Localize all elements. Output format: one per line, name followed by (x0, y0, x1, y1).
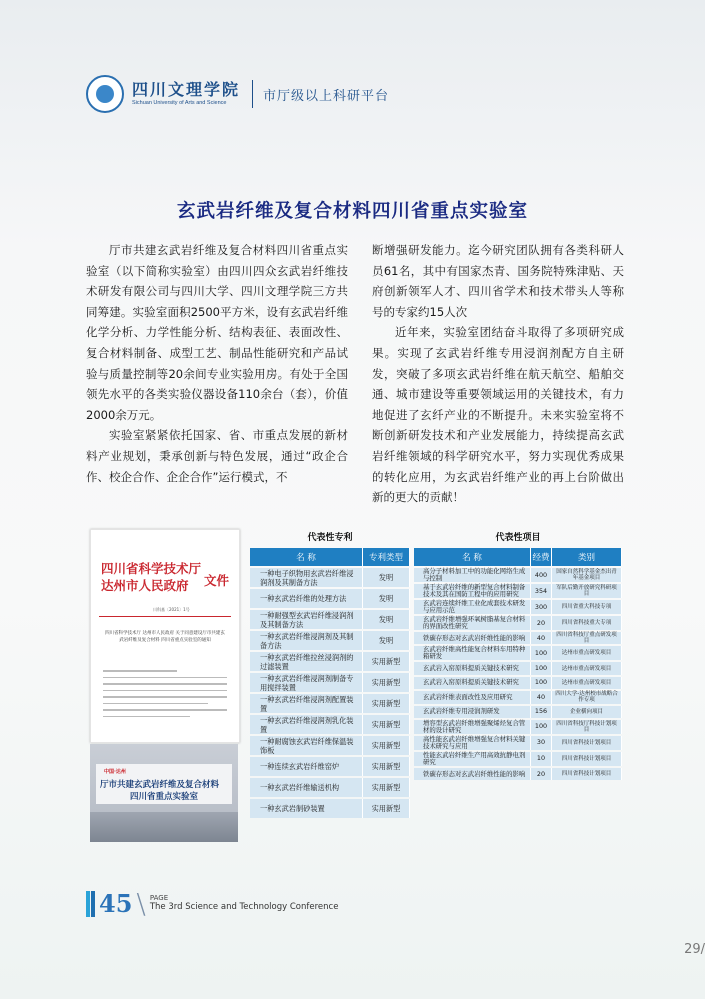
projects-col-fund: 经费 (531, 548, 552, 566)
project-funding: 40 (531, 691, 552, 703)
document-number: 川科基〔2021〕1号 (153, 607, 190, 612)
patent-type: 发明 (363, 568, 410, 587)
projects-table (414, 546, 622, 782)
project-category: 四川省科技计划项目 (552, 768, 622, 780)
project-funding: 10 (531, 752, 552, 766)
project-category: 达州市重点研发项目 (552, 677, 622, 689)
patent-name: 一种玄武岩纤维拉丝浸润剂的过滤装置 (250, 652, 363, 671)
university-emblem-icon (86, 75, 124, 113)
project-funding: 100 (531, 677, 552, 689)
table-row (414, 584, 622, 598)
projects-col-category: 类别 (552, 548, 622, 566)
project-category: 国家自然科学基金杰出青年基金项目 (552, 568, 622, 582)
paragraph: 实验室紧紧依托国家、省、市重点发展的新材料产业规划，秉承创新与特色发展，通过“政企合作、校企合作、企企合作”运行模式，不 (86, 428, 348, 484)
patent-type: 实用新型 (363, 778, 410, 797)
patents-table (250, 546, 410, 820)
project-name: 铁碳存形态对玄武岩纤维性能的影响 (414, 632, 531, 644)
patent-type: 发明 (363, 610, 410, 629)
table-row (414, 752, 622, 766)
table-row (414, 646, 622, 660)
page-title: 玄武岩纤维及复合材料四川省重点实验室 (176, 201, 528, 222)
section-title: 市厅级以上科研平台 (263, 88, 390, 104)
patent-type: 实用新型 (363, 799, 410, 818)
sign-line-2: 四川省重点实验室 (130, 792, 199, 802)
project-name: 玄武岩入窑原料提质关键技术研究 (414, 662, 531, 674)
patent-type: 实用新型 (363, 736, 410, 755)
table-row (414, 568, 622, 582)
patent-name: 一种玄武岩纤维浸润剂配置装置 (250, 694, 363, 713)
patent-type: 实用新型 (363, 757, 410, 776)
patent-name: 一种耐强型玄武岩纤维浸润剂及其制备方法 (250, 610, 363, 629)
slash-divider: \ (136, 887, 146, 920)
table-row (250, 568, 410, 587)
patent-name: 一种电子织物用玄武岩纤维浸润剂及其制备方法 (250, 568, 363, 587)
patents-caption: 代表性专利 (307, 533, 353, 543)
university-name-cn: 四川文理学院 (132, 79, 241, 99)
body-column-right (372, 240, 624, 508)
page-footer (86, 887, 338, 920)
table-row (250, 610, 410, 629)
conference-name: The 3rd Science and Technology Conference (149, 901, 339, 912)
patent-type: 实用新型 (363, 652, 410, 671)
header-divider (252, 80, 253, 108)
table-row (250, 589, 410, 608)
project-name: 高分子材料加工中的功能化网络生成与控制 (414, 568, 531, 582)
project-funding: 354 (531, 584, 552, 598)
table-row (250, 736, 410, 755)
project-name: 高性能玄武岩纤维增强复合材料关键技术研究与应用 (414, 736, 531, 750)
project-category: 达州市重点研发项目 (552, 646, 622, 660)
patent-type: 实用新型 (363, 694, 410, 713)
project-funding: 20 (531, 768, 552, 780)
table-row (250, 652, 410, 671)
patent-name: 一种玄武岩纤维浸润剂及其制备方法 (250, 631, 363, 650)
table-row (414, 616, 622, 630)
document-body-lines (103, 670, 227, 722)
patent-type: 发明 (363, 589, 410, 608)
project-funding: 400 (531, 568, 552, 582)
document-rule (99, 616, 231, 617)
project-name: 玄武岩纤维增强环氧树脂基复合材料的界面改性研究 (414, 616, 531, 630)
project-name: 玄武岩纤维表面改性及应用研究 (414, 691, 531, 703)
project-category: 四川省科技厅重点研发项目 (552, 632, 622, 644)
project-funding: 40 (531, 632, 552, 644)
lab-sign-photo (90, 744, 238, 842)
patent-name: 一种玄武岩纤维的处理方法 (250, 589, 363, 608)
table-row (250, 694, 410, 713)
page-label: PAGE (149, 893, 169, 902)
project-category: 四川省科技重大专项 (552, 616, 622, 630)
project-name: 玄武岩入窑原料提质关键技术研究 (414, 677, 531, 689)
page-number: 45 (99, 889, 133, 918)
table-row (250, 757, 410, 776)
project-category: 达州市重点研发项目 (552, 662, 622, 674)
table-row (414, 600, 622, 614)
patent-name: 一种玄武岩纤维浸润剂乳化装置 (250, 715, 363, 734)
table-row (414, 632, 622, 644)
table-row (250, 673, 410, 692)
project-category: 四川大学-达州校市战略合作专项 (552, 691, 622, 703)
project-funding: 300 (531, 600, 552, 614)
university-name-en: Sichuan University of Arts and Science (132, 99, 227, 106)
sign-line-1: 厅市共建玄武岩纤维及复合材料 (100, 780, 220, 790)
project-funding: 30 (531, 736, 552, 750)
patent-type: 发明 (363, 631, 410, 650)
projects-col-name: 名 称 (414, 548, 531, 566)
document-suffix: 文件 (204, 573, 230, 588)
patents-col-name: 名 称 (250, 548, 363, 566)
table-row (250, 799, 410, 818)
university-logo (132, 79, 241, 107)
body-column-left (86, 240, 348, 487)
table-row (414, 768, 622, 780)
table-row (414, 691, 622, 703)
table-row (414, 677, 622, 689)
patent-name: 一种玄武岩纤维浸润剂制备专用搅拌装置 (250, 673, 363, 692)
project-category: 军队后勤开放研究科研项目 (552, 584, 622, 598)
document-issuer: 四川省科学技术厅 达州市人民政府 (101, 561, 202, 593)
project-category: 企业横向项目 (552, 706, 622, 718)
corner-page-number: 29/ (684, 942, 705, 957)
document-subject: 四川省科学技术厅 达州市人民政府 关于同意建设厅市共建玄武岩纤维及复合材料 四川省重点实验室的通知 (105, 631, 225, 643)
page-header (86, 75, 389, 113)
project-funding: 100 (531, 662, 552, 674)
table-row (414, 720, 622, 734)
table-row (250, 778, 410, 797)
patent-name: 一种耐腐蚀玄武岩纤维保温装饰板 (250, 736, 363, 755)
project-category: 四川省重大科技专项 (552, 600, 622, 614)
project-funding: 100 (531, 646, 552, 660)
official-document-image (90, 529, 240, 743)
projects-caption: 代表性项目 (495, 533, 541, 543)
table-row (250, 715, 410, 734)
table-row (414, 736, 622, 750)
project-category: 四川省科技计划项目 (552, 752, 622, 766)
patents-col-type: 专利类型 (363, 548, 410, 566)
project-name: 铁碳存形态对玄武岩纤维性能的影响 (414, 768, 531, 780)
paragraph: 断增强研发能力。迄今研究团队拥有各类科研人员61名，其中有国家杰青、国务院特殊津贴、天府创新领军人才、四川省学术和技术带头人等称号的专家约15人次 (372, 243, 624, 319)
project-name: 性能玄武岩纤维生产用高效抗静电剂研究 (414, 752, 531, 766)
project-name: 玄武岩纤维专用浸润剂研发 (414, 706, 531, 718)
patent-name: 一种玄武岩制砂装置 (250, 799, 363, 818)
paragraph: 近年来，实验室团结奋斗取得了多项研究成果。实现了玄武岩纤维专用浸润剂配方自主研发，突破了多项玄武岩纤维在航天航空、船舶交通、城市建设等重要领域运用的关键技术，有力地促进了玄纤产业的不断提升。未来实验室将不断创新研发技术和产业发展能力，持续提高玄武岩纤维领域的科学研究水平，努力实现优秀成果的转化应用，为玄武岩纤维产业的再上台阶做出新的更大的贡献！ (372, 325, 624, 505)
project-category: 四川省科技厅科技计划项目 (552, 720, 622, 734)
project-name: 玄武岩纤维高性能复合材料车用特种箱研发 (414, 646, 531, 660)
table-row (250, 631, 410, 650)
patent-name: 一种玄武岩纤维输送机构 (250, 778, 363, 797)
project-funding: 156 (531, 706, 552, 718)
project-name: 基于玄武岩纤维的新型复合材料制备技术及其在国防工程中的应用研究 (414, 584, 531, 598)
patent-type: 实用新型 (363, 715, 410, 734)
project-funding: 100 (531, 720, 552, 734)
table-row (414, 706, 622, 718)
project-name: 玄武岩连续纤维工业化成套技术研发与应用示范 (414, 600, 531, 614)
project-funding: 20 (531, 616, 552, 630)
project-category: 四川省科技计划项目 (552, 736, 622, 750)
patent-type: 实用新型 (363, 673, 410, 692)
patent-name: 一种连续玄武岩纤维窑炉 (250, 757, 363, 776)
table-row (414, 662, 622, 674)
project-name: 增容型玄武岩纤维增强聚烯烃复合管材的设计研究 (414, 720, 531, 734)
paragraph: 厅市共建玄武岩纤维及复合材料四川省重点实验室（以下简称实验室）由四川四众玄武岩纤维技术研发有限公司与四川大学、四川文理学院三方共同筹建。实验室面积2500平方米，设有玄武岩纤维化学分析、力学性能分析、结构表征、表面改性、复合材料制备、成型工艺、制品性能研究和产品试验与质量控制等20余间专业实验用房。有处于全国领先水平的各类实验仪器设备110余台（套），价值2000余万元。 (86, 243, 348, 422)
brand-mark: 中国·达州 (104, 769, 126, 775)
